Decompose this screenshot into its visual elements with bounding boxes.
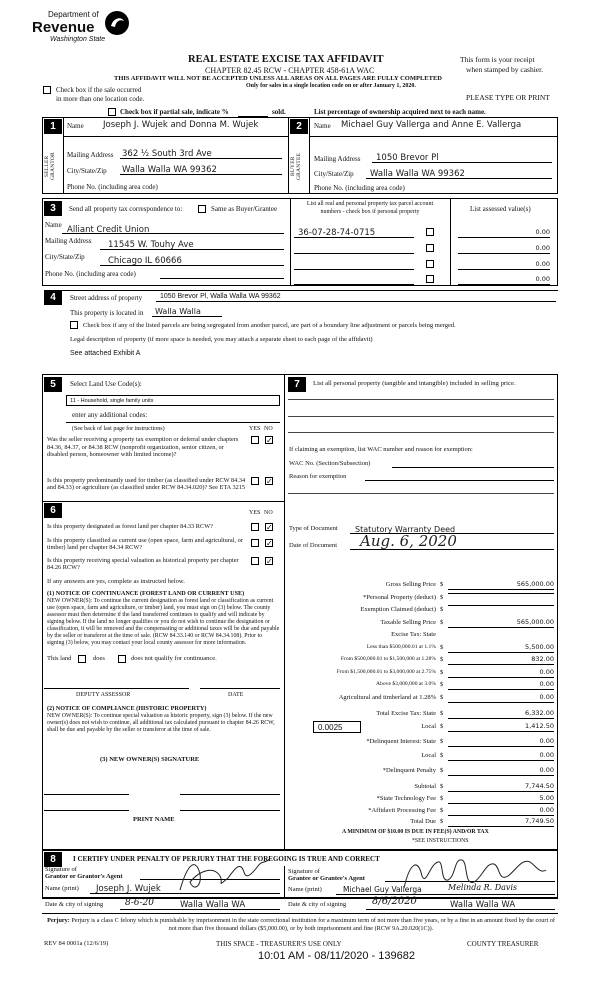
calc-dollar-0: $ [440,581,444,588]
forest-no-checkbox[interactable]: ✓ [266,523,273,532]
seller-phone-label: Phone No. (including area code) [67,183,158,191]
doc-type-label: Type of Document [289,525,338,532]
calc-label-2: Exemption Claimed (deduct) [360,606,436,613]
this-land-label: This land [47,655,72,662]
calc-value-12[interactable]: 0.00 [448,737,554,747]
section-5-number: 5 [44,377,62,392]
grantor-name-label: Name (print) [45,885,79,892]
form-warning: THIS AFFIDAVIT WILL NOT BE ACCEPTED UNLESS ALL AREAS ON ALL PAGES ARE FULLY COMPLETED [114,75,442,82]
land-use-label: Select Land Use Code(s): [70,380,142,388]
calc-label-17: *Affidavit Processing Fee [368,807,436,814]
logo-state: Washington State [50,36,106,43]
calc-label-5: Less than $500,000.01 at 1.1% [366,644,436,650]
historic-yes-checkbox[interactable] [251,557,259,565]
calc-label-9: Agricultural and timberland at 1.28% [338,694,436,701]
wa-logo-icon [104,10,130,36]
corr-name-label: Name [45,221,62,229]
send-correspondence-label: Send all property tax correspondence to: [69,205,183,213]
certify-statement: I CERTIFY UNDER PENALTY OF PERJURY THAT THE FOREGOING IS TRUE AND CORRECT [73,855,380,863]
local-rate-field[interactable] [313,721,361,733]
personal-prop-checkbox-2[interactable] [426,244,434,252]
legal-description[interactable]: See attached Exhibit A [70,350,141,357]
ownership-note: List percentage of ownership acquired next to each name. [314,108,486,116]
personal-property-label: List all personal property (tangible and intangible) included in selling price. [313,380,516,387]
street-address[interactable]: 1050 Brevor Pl, Walla Walla WA 99362 [160,293,281,300]
buyer-mail-label: Mailing Address [314,155,361,163]
doc-type[interactable]: Statutory Warranty Deed [355,525,456,534]
receipt-note-2: when stamped by cashier. [466,65,544,74]
multi-location-label: Check box if the sale occurred [56,86,142,94]
treasurer-space: THIS SPACE - TREASURER'S USE ONLY [216,940,342,948]
calc-dollar-17: $ [440,807,444,814]
calc-label-11: Local [421,723,436,730]
legal-label: Legal description of property (if more space is needed, you may attach a separate sheet to each page of the affidavit) [70,336,373,343]
current-use-no-checkbox[interactable]: ✓ [266,539,273,548]
personal-prop-checkbox-4[interactable] [426,275,434,283]
calc-value-14[interactable]: 0.00 [448,766,554,776]
calc-label-18: Total Due [410,818,436,825]
rev-number: REV 84 0001a (12/6/19) [44,940,109,947]
recording-stamp: 10:01 AM - 08/11/2020 - 139682 [258,950,415,962]
county-treasurer: COUNTY TREASURER [467,940,539,948]
calc-dollar-15: $ [440,783,444,790]
sold-label: sold. [272,108,286,116]
personal-prop-checkbox-1[interactable] [426,228,434,236]
calc-dollar-1: $ [440,594,444,601]
calc-value-8[interactable]: 0.00 [448,680,554,690]
form-subtitle: CHAPTER 82.45 RCW - CHAPTER 458-61A WAC [205,66,375,75]
calc-dollar-3: $ [440,619,444,626]
calc-dollar-16: $ [440,795,444,802]
no-header-6: NO [264,510,273,516]
grantor-name[interactable]: Joseph J. Wujek [96,884,161,894]
assessed-value-1[interactable]: 0.00 [458,228,550,238]
calc-dollar-12: $ [440,738,444,745]
logo-revenue: Revenue [32,19,95,36]
calc-value-2[interactable] [448,605,554,606]
grantee-city[interactable]: Walla Walla WA [450,900,516,910]
deputy-date-label: DATE [228,692,244,698]
perjury-text: Perjury is a class C felony which is punishable by imprisonment in the state correctional institution for a maximum term of not more than five years, or by a fine in an amount fixed by the court of not more than five thousand dollars ($5,000.00), or by both imprisonment and fine (RCW 9A.20.020(1C)). [71,917,555,932]
exemption-yes-checkbox[interactable] [251,436,259,444]
perjury-notice [46,917,556,933]
buyer-name-label: Name [314,122,331,130]
street-label: Street address of property [70,294,143,302]
yes-header-5: YES [249,426,261,432]
calc-label-16: *State Technology Fee [376,795,436,802]
partial-pct-field[interactable] [238,109,268,117]
doc-date[interactable]: Aug. 6, 2020 [360,532,457,550]
located-label: This property is located in [70,309,144,317]
forest-yes-checkbox[interactable] [251,523,259,531]
corr-mail-label: Mailing Address [45,237,92,245]
exemption-question: Was the seller receiving a property tax exemption or deferral under chapters 84.36, 84.37, or 84.38 RCW (nonprofit organization, senior citizen, or disabled person, homeowner with limited income)? [47,436,239,458]
calc-label-6: From $500,000.01 to $1,500,000 at 1.28% [340,656,436,662]
calc-value-0[interactable]: 565,000.00 [448,580,554,590]
calc-value-7[interactable]: 0.00 [448,668,554,678]
doc-date-label: Date of Document [289,542,338,549]
parcel-number[interactable]: 36-07-28-74-0715 [298,228,376,238]
corr-mail[interactable]: 11545 W. Touhy Ave [108,240,194,250]
additional-codes-field[interactable] [66,417,280,423]
land-use-code: 11 - Household, single family units [70,398,154,404]
calc-dollar-6: $ [440,656,444,663]
section-1-number: 1 [44,119,62,134]
corr-phone-label: Phone No. (including area code) [45,270,136,278]
calc-label-14: *Delinquent Penalty [382,767,436,774]
does-label: does [93,655,105,662]
calc-label-0: Gross Selling Price [385,581,436,588]
additional-codes-label: enter any additional codes: [72,411,148,419]
section-4-number: 4 [44,290,62,305]
dor-logo [32,8,132,64]
same-as-buyer-checkbox[interactable] [198,205,206,213]
does-checkbox[interactable] [78,655,86,663]
buyer-city-label: City/State/Zip [314,170,354,178]
calc-label-7: From $1,500,000.01 to $3,000,000 at 2.75% [336,669,436,675]
seller-grantor-label: SELLER GRANTOR [44,152,56,180]
seller-name[interactable]: Joseph J. Wujek and Donna M. Wujek [103,120,259,130]
minimum-due-note: A MINIMUM OF $10.00 IS DUE IN FEE(S) AND/OR TAX [342,829,489,835]
calc-dollar-5: $ [440,644,444,651]
see-instructions-note: *SEE INSTRUCTIONS [412,838,469,844]
notice-continuance-title: (1) NOTICE OF CONTINUANCE (FOREST LAND OR CURRENT USE) [47,590,245,597]
calc-dollar-11: $ [440,723,444,730]
notice-continuance-text: NEW OWNER(S): To continue the current designation as forest land or classification as current use (open space, farm and agriculture, or timber) land, you must sign on (3) below. The county assessor must then determine if the land transferred continues to qualify and will indicate by signing below. If the land no longer qualifies or you do not wish to continue the designation or classification, it will be removed and the compensating or additional taxes will be due and payable by the seller or transferor at the time of sale. (RCW 84.33.140 or RCW 84.34.108). Prior to signing (3) below, you may contact your local county assessor for more information. [47,598,280,646]
buyer-phone-label: Phone No. (including area code) [314,184,405,192]
does-not-checkbox[interactable] [118,655,126,663]
current-use-question: Is this property classified as current use (open space, farm and agricultural, or timber) land per chapter 84.34 RCW? [47,537,243,551]
seller-mail-label: Mailing Address [67,151,114,159]
sig-grantor-label-1: Signature of [45,866,77,873]
grantor-city[interactable]: Walla Walla WA [180,900,246,910]
section-8-number: 8 [44,852,62,867]
seller-mail[interactable]: 362 ½ South 3rd Ave [122,149,212,159]
perjury-label: Perjury: [47,917,70,924]
calc-value-13[interactable]: 0.00 [448,751,554,761]
grantor-date[interactable]: 8-6-20 [125,898,154,908]
calc-value-16[interactable]: 5.00 [448,794,554,804]
claim-exemption-label: If claiming an exemption, list WAC number and reason for exemption: [289,446,473,453]
calc-label-1: *Personal Property (deduct) [363,594,436,601]
form-title: REAL ESTATE EXCISE TAX AFFIDAVIT [188,54,384,65]
multi-location-checkbox[interactable] [43,86,51,94]
corr-city-label: City/State/Zip [45,253,85,261]
wac-label: WAC No. (Section/Subsection) [289,460,371,467]
calc-dollar-18: $ [440,818,444,825]
no-header-5: NO [264,426,273,432]
timber-yes-checkbox[interactable] [251,477,259,485]
corr-name[interactable]: Alliant Credit Union [67,225,150,235]
same-as-buyer-label: Same as Buyer/Grantee [211,205,278,213]
segregated-label: Check box if any of the listed parcels are being segregated from another parcel, are part of a boundary line adjustment or parcels being merged. [83,322,456,329]
grantee-name[interactable]: Michael Guy Vallerga [343,885,422,894]
partial-sale-checkbox[interactable] [108,108,116,116]
segregated-checkbox[interactable] [70,321,78,329]
forest-question: Is this property designated as forest land per chapter 84.33 RCW? [47,523,213,530]
multi-location-label-2: in more than one location code. [56,95,145,103]
grantee-date-label: Date & city of signing [288,901,347,908]
wac-field[interactable] [392,460,554,468]
does-not-label: does not qualify for continuance. [131,655,217,662]
buyer-city[interactable]: Walla Walla WA 99362 [370,169,465,179]
calc-value-6[interactable]: 832.00 [448,655,554,665]
calc-value-1[interactable] [448,593,554,594]
seller-city-label: City/State/Zip [67,167,107,175]
calc-value-9[interactable]: 0.00 [448,693,554,703]
local-rate: 0.0025 [318,723,343,732]
assessed-value-4[interactable]: 0.00 [458,275,550,285]
calc-label-10: Total Excise Tax: State [376,710,436,717]
see-back-label: (See back of last page for instructions) [72,426,165,432]
grantee-date[interactable]: 8/6/2020 [372,896,417,907]
notice-compliance-title: (2) NOTICE OF COMPLIANCE (HISTORIC PROPERTY) [47,705,207,712]
section-7-number: 7 [288,377,306,392]
land-use-code-field[interactable] [66,395,280,406]
historic-no-checkbox[interactable]: ✓ [266,557,273,566]
calc-label-4: Excise Tax: State [391,631,436,638]
calc-value-10[interactable]: 6,332.00 [448,709,554,719]
calc-dollar-9: $ [440,694,444,701]
calc-label-13: Local [421,752,436,759]
logo-dept: Department of [48,10,99,19]
form-only-for: Only for sales in a single location code on or after January 1, 2020. [246,83,416,89]
calc-value-11[interactable]: 1,412.50 [448,722,554,732]
section-2-number: 2 [290,119,308,134]
reason-field[interactable] [365,473,554,481]
buyer-name[interactable]: Michael Guy Vallerga and Anne E. Vallerga [341,120,522,130]
buyer-grantee-label: BUYER GRANTEE [290,152,302,180]
grantee-name-2[interactable]: Melinda R. Davis [448,883,518,892]
reason-label: Reason for exemption [289,473,347,480]
assessed-header: List assessed value(s) [470,205,531,213]
calc-value-3[interactable]: 565,000.00 [448,618,554,628]
calc-value-17[interactable]: 0.00 [448,806,554,816]
new-owner-signature-label: (3) NEW OWNER(S) SIGNATURE [100,756,200,763]
calc-value-18[interactable]: 7,749.50 [448,817,554,827]
calc-value-15[interactable]: 7,744.50 [448,782,554,792]
exemption-no-checkbox[interactable]: ✓ [266,436,273,445]
please-type: PLEASE TYPE OR PRINT [466,93,550,102]
calc-dollar-14: $ [440,767,444,774]
parcel-list-header: List all real and personal property tax parcel account numbers - check box if personal property [306,201,434,215]
calc-dollar-8: $ [440,681,444,688]
seller-name-label: Name [67,122,84,130]
section-6-number: 6 [44,503,62,518]
calc-label-12: *Delinquent Interest: State [366,738,436,745]
historic-question: Is this property receiving special valuation as historical property per chapter 84.26 RCW? [47,557,239,571]
seller-city[interactable]: Walla Walla WA 99362 [122,165,217,175]
grantor-date-label: Date & city of signing [45,901,104,908]
sig-grantee-label-1: Signature of [288,868,320,875]
calc-dollar-7: $ [440,669,444,676]
deputy-assessor-label: DEPUTY ASSESSOR [76,692,131,698]
calc-value-5[interactable]: 5,500.00 [448,643,554,653]
section-3-number: 3 [44,201,62,216]
timber-no-checkbox[interactable]: ✓ [266,477,273,486]
print-name-label: PRINT NAME [133,816,175,823]
timber-question: Is this property predominantly used for timber (as classified under RCW 84.34 and 84.33) or agriculture (as classified under RCW 84.34.020)? See ETA 3215 [47,477,246,491]
calc-dollar-10: $ [440,710,444,717]
personal-prop-checkbox-3[interactable] [426,260,434,268]
receipt-note-1: This form is your receipt [460,55,535,64]
assessed-value-3[interactable]: 0.00 [458,260,550,270]
calc-label-15: Subtotal [414,783,436,790]
notice-compliance-text: NEW OWNER(S): To continue special valuation as historic property, sign (3) below. If the new owner(s) does not wish to continue, all additional tax calculated pursuant to chapter 84.26 RCW, shall be due and payable by the seller or transferor at the time of sale. [47,713,275,733]
calc-dollar-13: $ [440,752,444,759]
current-use-yes-checkbox[interactable] [251,539,259,547]
calc-label-8: Above $3,000,000 at 3.0% [376,681,436,687]
sig-grantee-label-2: Grantee or Grantee's Agent [288,875,365,882]
assessed-value-2[interactable]: 0.00 [458,244,550,254]
buyer-mail[interactable]: 1050 Brevor Pl [376,153,439,163]
corr-city[interactable]: Chicago IL 60666 [108,256,182,266]
if-yes-note: If any answers are yes, complete as instructed below. [47,578,185,585]
grantee-name-label: Name (print) [288,886,322,893]
sig-grantor-label-2: Grantor or Grantor's Agent [45,873,123,880]
located-in[interactable]: Walla Walla [155,307,201,316]
calc-label-3: Taxable Selling Price [380,619,436,626]
partial-sale-label: Check box if partial sale, indicate % [120,108,229,116]
calc-dollar-2: $ [440,606,444,613]
yes-header-6: YES [249,510,261,516]
